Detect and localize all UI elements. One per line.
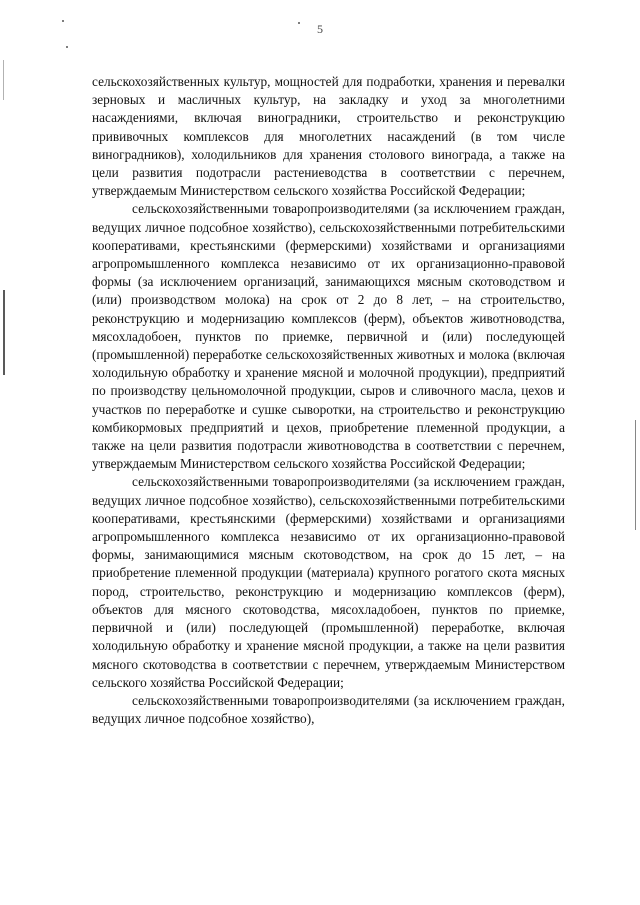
page-number: 5 [317,22,323,36]
scan-speck [66,46,68,48]
paragraph-1: сельскохозяйственных культур, мощностей для подработки, хранения и перевалки зерновых и масличных культур, на закладку и уход за многолетними насаждениями, включая виноградники, строительство и реконструкцию прививочных комплексов для многолетних насаждений (в том числе виноградников), холодильников для хранения столового винограда, а также на цели развития подотрасли растениеводства в соответствии с перечнем, утверждаемым Министерством сельского хозяйства Российской Федерации; [92,74,565,199]
scan-edge-mark [3,60,4,100]
paragraph-2: сельскохозяйственными товаропроизводителями (за исключением граждан, ведущих личное подсобное хозяйство), сельскохозяйственными потребительскими кооперативами, крестьянскими (фермерскими) хозяйствами и организациями агропромышленного комплекса независимо от их организационно-правовой формы (за исключением организаций, занимающихся мясным скотоводством и (или) производством молока) на срок от 2 до 8 лет, – на строительство, реконструкцию и модернизацию комплексов (ферм), объектов животноводства, мясохладобоен, пунктов по приемке, первичной и (или) последующей (промышленной) переработке сельскохозяйственных животных и молока (включая холодильную обработку и хранение мясной и молочной продукции), предприятий по производству цельномолочной продукции, сыров и сливочного масла, цехов и участков по переработке и сушке сыворотки, на строительство и реконструкцию комбикормовых предприятий и цехов, приобретение племенной продукции, а также на цели развития подотрасли животноводства в соответствии с перечнем, утверждаемым Министерством сельского хозяйства Российской Федерации; [92,201,565,472]
scan-edge-mark [635,420,636,530]
paragraph-3: сельскохозяйственными товаропроизводителями (за исключением граждан, ведущих личное подсобное хозяйство), сельскохозяйственными потребительскими кооперативами, крестьянскими (фермерскими) хозяйствами и организациями агропромышленного комплекса независимо от их организационно-правовой формы, занимающимися мясным скотоводством, на срок до 15 лет, – на приобретение племенной продукции (материала) крупного рогатого скота мясных пород, строительство, реконструкцию и модернизацию комплексов (ферм), объектов для мясного скотоводства, мясохладобоен, пунктов по приемке, первичной и (или) последующей (промышленной) переработке, включая холодильную обработку и хранение мясной продукции, а также на цели развития мясного скотоводства в соответствии с перечнем, утверждаемым Министерством сельского хозяйства Российской Федерации; [92,474,565,690]
paragraph-4: сельскохозяйственными товаропроизводителями (за исключением граждан, ведущих личное подсобное хозяйство), [92,692,565,727]
document-body [92,73,565,728]
scan-edge-mark [3,290,5,375]
